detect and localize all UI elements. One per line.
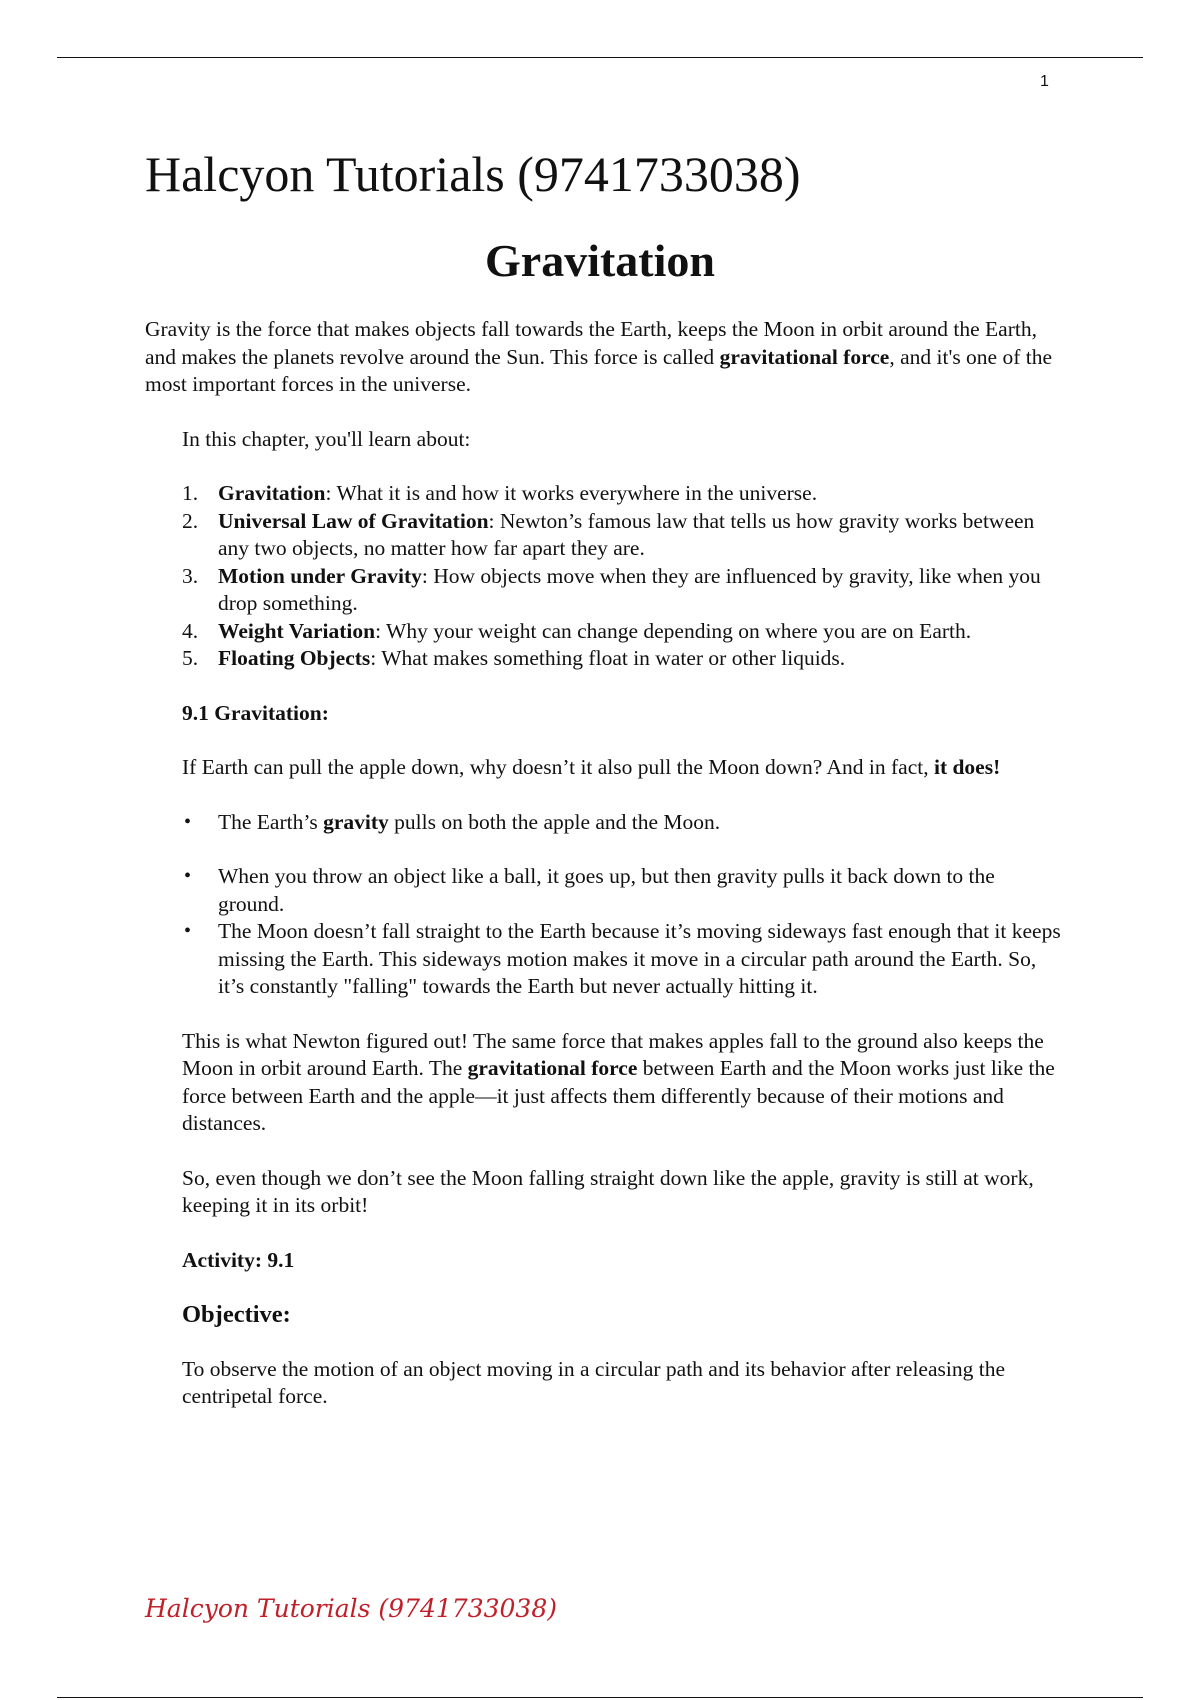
topic-list [145, 480, 1065, 673]
footer-rule [57, 1697, 1143, 1698]
list-item [145, 563, 1065, 618]
chapter-title: Gravitation [485, 235, 715, 286]
topic-text: : What it is and how it works everywhere in the universe. [325, 481, 818, 505]
intro-paragraph [145, 316, 1065, 399]
bullet-list-2 [145, 863, 1065, 1001]
topic-title: Weight Variation [218, 618, 376, 643]
topic-text: : Newton’s famous law that tells us how gravity works between any two objects, no matter how far apart they are. [218, 508, 1035, 560]
bullet-list-1 [145, 809, 1065, 837]
page-number: 1 [1040, 73, 1049, 90]
bullet-text: pulls on both the apple and the Moon. [388, 809, 721, 834]
header-rule [57, 57, 1143, 58]
list-number: 3. [182, 563, 199, 588]
bullet-text: The Moon doesn’t fall straight to the Earth because it’s moving sideways fast enough that it keeps missing the Earth. This sideways motion makes it move in a circular path around the Earth. So, it’s constantly "falling" towards the Earth but never actually hitting it. [218, 919, 1061, 998]
list-item [145, 618, 1065, 646]
objective-heading: Objective: [182, 1301, 291, 1328]
newton-paragraph [145, 1028, 1065, 1138]
list-item [145, 508, 1065, 563]
page-content [145, 316, 1065, 1411]
list-number: 4. [182, 618, 199, 643]
newton-text-1: This is what Newton figured out! The same force that makes apples fall to the ground also keeps the Moon in orbit around Earth. The [182, 1028, 1044, 1080]
objective-text: To observe the motion of an object moving in a circular path and its behavior after releasing the centripetal force. [182, 1356, 1005, 1408]
list-item [145, 863, 1065, 918]
intro-bold: gravitational force [719, 344, 890, 369]
question-paragraph [145, 754, 1065, 782]
list-item [145, 809, 1065, 837]
topic-title: Floating Objects [218, 646, 371, 670]
list-number: 1. [182, 481, 199, 505]
org-title: Halcyon Tutorials (9741733038) [145, 146, 801, 202]
list-number: 5. [182, 646, 199, 670]
section-heading: 9.1 Gravitation: [182, 700, 329, 725]
bullet-icon: • [184, 810, 192, 833]
topic-title: Motion under Gravity [218, 563, 422, 588]
newton-bold: gravitational force [467, 1056, 638, 1080]
topic-title: Gravitation [218, 481, 326, 505]
list-item [145, 480, 1065, 508]
bullet-text: The Earth’s [218, 809, 324, 834]
footer-brand: Halcyon Tutorials (9741733038) [145, 1594, 557, 1623]
question-text: If Earth can pull the apple down, why doesn’t it also pull the Moon down? And in fact, [182, 755, 934, 779]
bullet-icon: • [184, 920, 192, 942]
list-item [145, 918, 1065, 1001]
intro-text-1: Gravity is the force that makes objects fall towards the Earth, keeps the Moon in orbit around the Earth, and makes the planets revolve around the Sun. This force is called [145, 317, 1037, 369]
topic-text: : How objects move when they are influenced by gravity, like when you drop something. [218, 563, 1041, 615]
bullet-text: When you throw an object like a ball, it goes up, but then gravity pulls it back down to the ground. [218, 864, 995, 916]
topic-title: Universal Law of Gravitation [218, 508, 489, 533]
intro-text-2: , and it's one of the most important forces in the universe. [145, 344, 1053, 396]
topic-text: : What makes something float in water or other liquids. [370, 646, 846, 670]
learn-intro: In this chapter, you'll learn about: [182, 426, 471, 451]
question-bold: it does! [933, 755, 1001, 779]
list-number: 2. [182, 508, 199, 533]
conclusion-paragraph: So, even though we don’t see the Moon falling straight down like the apple, gravity is still at work, keeping it in its orbit! [182, 1165, 1034, 1217]
list-item [145, 645, 1065, 673]
bullet-icon: • [184, 865, 192, 887]
topic-text: : Why your weight can change depending on where you are on Earth. [375, 618, 972, 643]
bullet-bold: gravity [323, 809, 389, 834]
activity-label: Activity: 9.1 [182, 1247, 295, 1272]
newton-text-2: between Earth and the Moon works just like the force between Earth and the apple—it just affects them differently because of their motions and distances. [182, 1056, 1055, 1135]
